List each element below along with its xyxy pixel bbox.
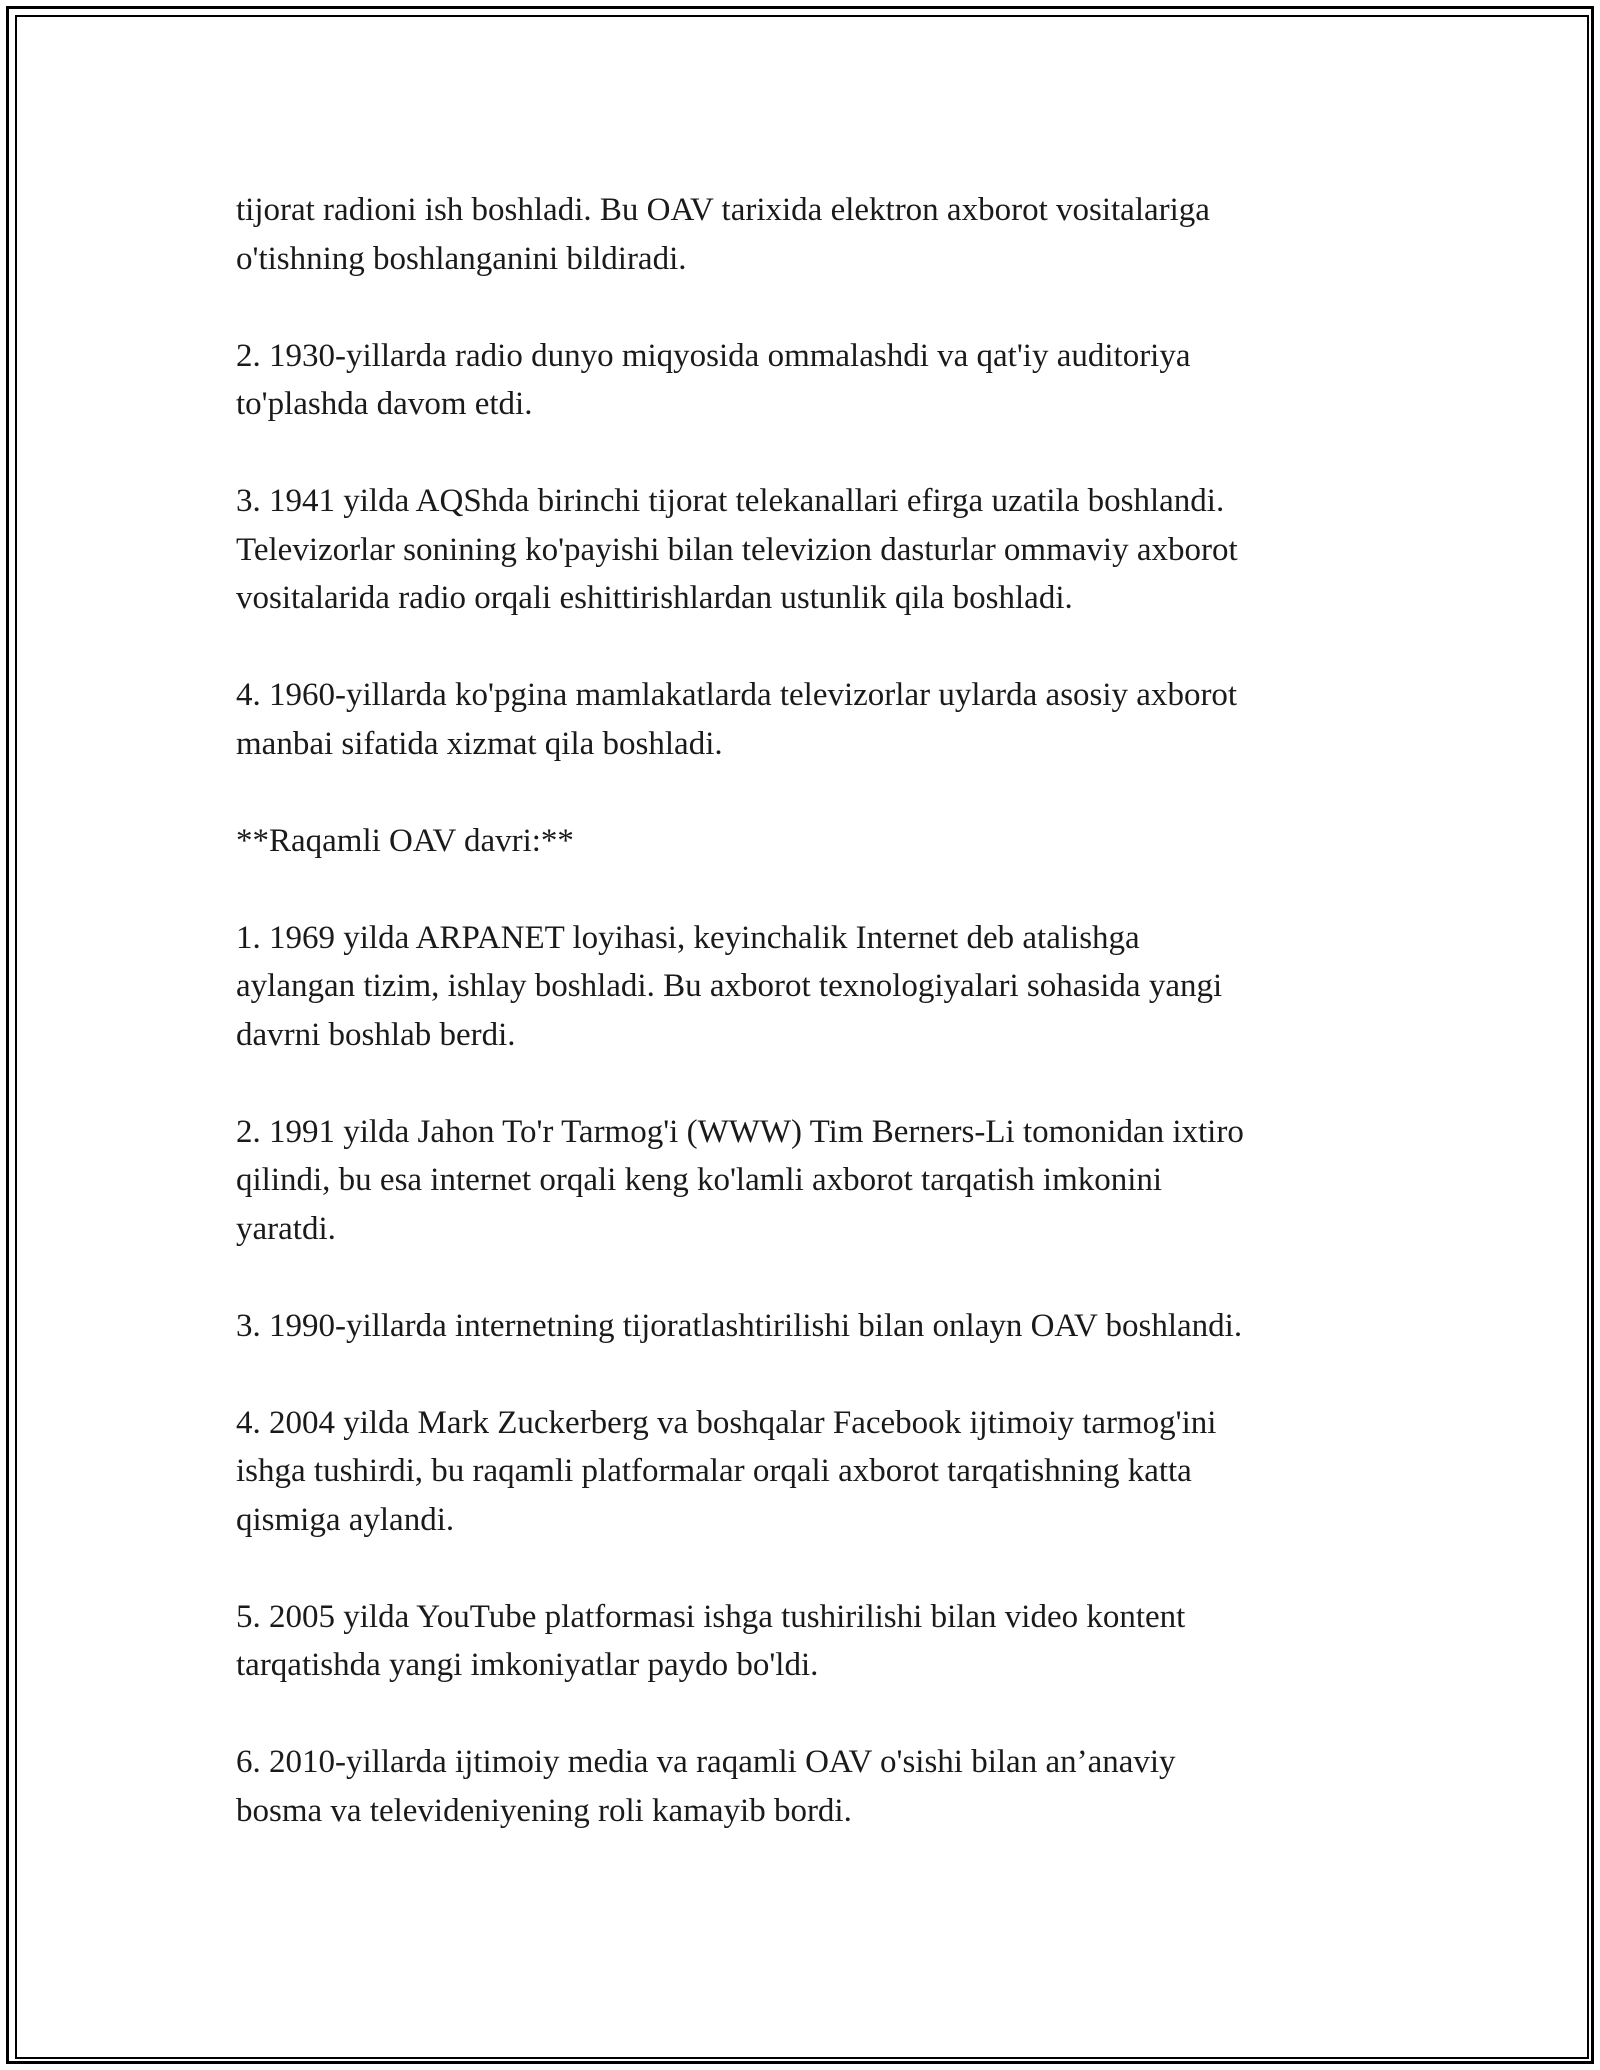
paragraph-online-media-1990s: 3. 1990-yillarda internetning tijoratlashtirilishi bilan onlayn OAV boshlandi. bbox=[236, 1307, 1243, 1344]
section-heading-digital-media: **Raqamli OAV davri:** bbox=[236, 822, 574, 859]
paragraph-tv-1960s: 4. 1960-yillarda ko'pgina mamlakatlarda televizorlar uylarda asosiy axborot manbai sifatida xizmat qila boshladi. bbox=[236, 677, 1238, 762]
paragraph-arpanet-1969: 1. 1969 yilda ARPANET loyihasi, keyinchalik Internet deb atalishga aylangan tizim, ishlay boshladi. Bu axborot texnologiyalari sohasida yangi davrni boshlab berdi. bbox=[236, 919, 1223, 1053]
paragraph-tv-1941: 3. 1941 yilda AQShda birinchi tijorat telekanallari efirga uzatila boshlandi. Televizorlar sonining ko'payishi bilan televizion dasturlar ommaviy axborot vositalarida radio orqali eshittirishlardan ustunlik qila boshladi. bbox=[236, 483, 1238, 616]
paragraph-radio-1930s: 2. 1930-yillarda radio dunyo miqyosida ommalashdi va qat'iy auditoriya to'plashda davom etdi. bbox=[236, 337, 1191, 422]
paragraph-facebook-2004: 4. 2004 yilda Mark Zuckerberg va boshqalar Facebook ijtimoiy tarmog'ini ishga tushirdi, bu raqamli platformalar orqali axborot tarqatishning katta qismiga aylandi. bbox=[236, 1404, 1217, 1538]
paragraph-social-media-2010s: 6. 2010-yillarda ijtimoiy media va raqamli OAV o'sishi bilan an’anaviy bosma va televideniyening roli kamayib bordi. bbox=[236, 1744, 1176, 1829]
paragraph-www-1991: 2. 1991 yilda Jahon To'r Tarmog'i (WWW) Tim Berners-Li tomonidan ixtiro qilindi, bu esa internet orqali keng ko'lamli axborot tarqatish imkonini yaratdi. bbox=[236, 1113, 1244, 1247]
paragraph-radio-continuation: tijorat radioni ish boshladi. Bu OAV tarixida elektron axborot vositalariga o'tishning boshlanganini bildiradi. bbox=[236, 192, 1210, 277]
document-body bbox=[236, 186, 1386, 1835]
paragraph-youtube-2005: 5. 2005 yilda YouTube platformasi ishga tushirilishi bilan video kontent tarqatishda yangi imkoniyatlar paydo bo'ldi. bbox=[236, 1598, 1186, 1683]
